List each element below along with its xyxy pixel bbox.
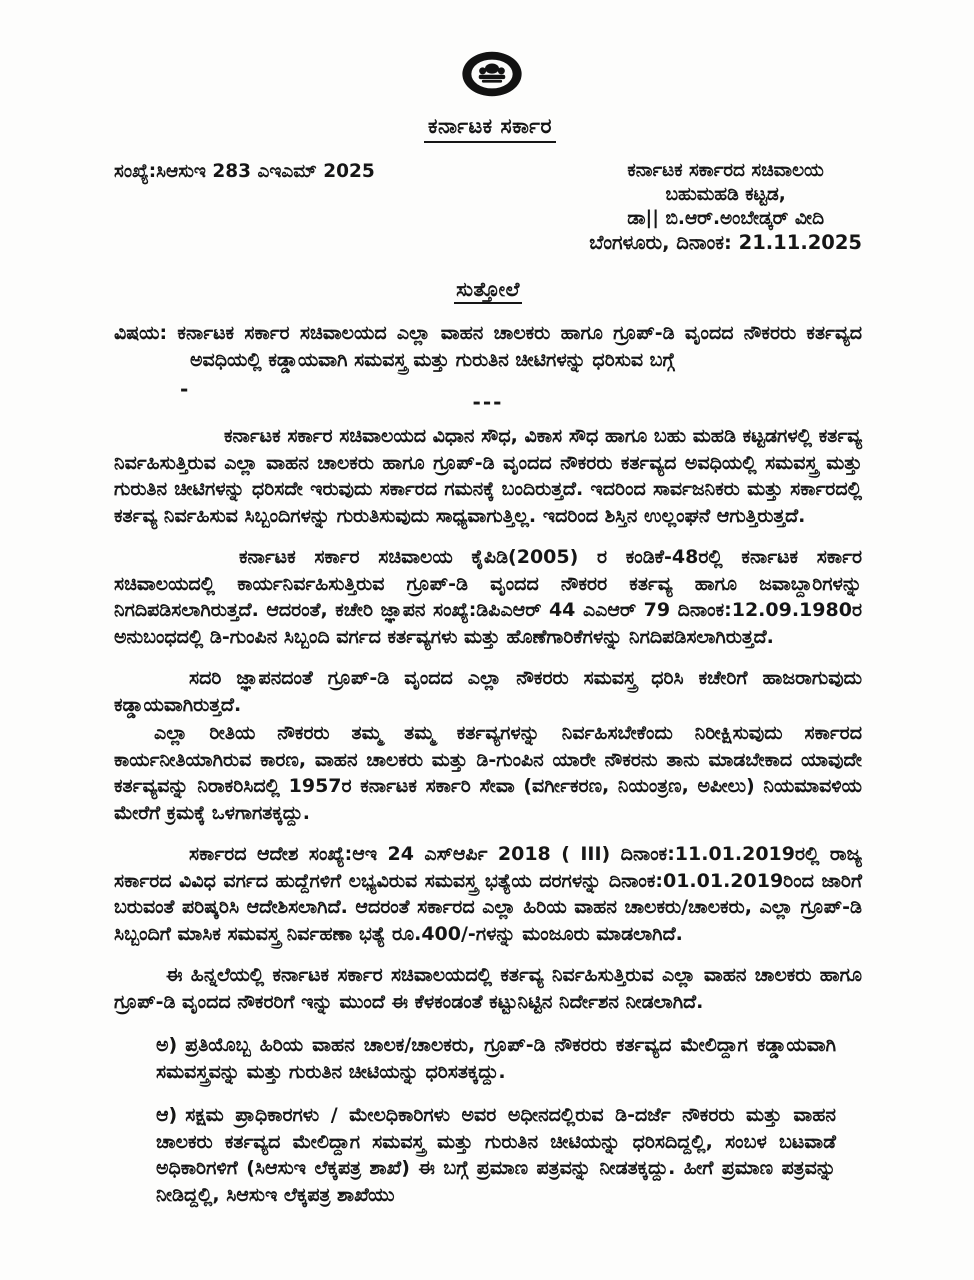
directive-text: ಪ್ರತಿಯೊಬ್ಬ ಹಿರಿಯ ವಾಹನ ಚಾಲಕ/ಚಾಲಕರು, ಗ್ರೂಪ್-ಡಿ ನೌಕರರು ಕರ್ತವ್ಯದ ಮೇಲಿದ್ದಾಗ ಕಡ್ಡಾಯವಾಗಿ ಸಮವಸ್ತ್ರವನ್ನು ಮತ್ತು ಗುರುತಿನ ಚೀಟಿಯನ್ನು ಧರಿಸತಕ್ಕದ್ದು. — [156, 1034, 836, 1083]
body-paragraph-5: ಸರ್ಕಾರದ ಆದೇಶ ಸಂಖ್ಯೆ:ಆಇ 24 ಎಸ್ಆರ್ಪಿ 2018 ( III) ದಿನಾಂಕ:11.01.2019ರಲ್ಲಿ ರಾಜ್ಯ ಸರ್ಕಾರದ ವಿವಿಧ ವರ್ಗದ ಹುದ್ದೆಗಳಿಗೆ ಲಭ್ಯವಿರುವ ಸಮವಸ್ತ್ರ ಭತ್ಯೆಯ ದರಗಳನ್ನು ದಿನಾಂಕ:01.01.2019ರಿಂದ ಜಾರಿಗೆ ಬರುವಂತೆ ಪರಿಷ್ಕರಿಸಿ ಆದೇಶಿಸಲಾಗಿದೆ. ಆದರಂತೆ ಸರ್ಕಾರದ ಎಲ್ಲಾ ಹಿರಿಯ ವಾಹನ ಚಾಲಕರು/ಚಾಲಕರು, ಎಲ್ಲಾ ಗ್ರೂಪ್-ಡಿ ಸಿಬ್ಬಂದಿಗೆ ಮಾಸಿಕ ಸಮವಸ್ತ್ರ ನಿರ್ವಹಣಾ ಭತ್ಯೆ ರೂ.400/-ಗಳನ್ನು ಮಂಜೂರು ಮಾಡಲಾಗಿದೆ. — [114, 843, 862, 945]
directive-item-a — [156, 1032, 836, 1085]
body-paragraph-1: ಕರ್ನಾಟಕ ಸರ್ಕಾರ ಸಚಿವಾಲಯದ ವಿಧಾನ ಸೌಧ, ವಿಕಾಸ ಸೌಧ ಹಾಗೂ ಬಹು ಮಹಡಿ ಕಟ್ಟಡಗಳಲ್ಲಿ ಕರ್ತವ್ಯ ನಿರ್ವಹಿಸುತ್ತಿರುವ ಎಲ್ಲಾ ವಾಹನ ಚಾಲಕರು ಹಾಗೂ ಗ್ರೂಪ್-ಡಿ ವೃಂದದ ನೌಕರರು ಕರ್ತವ್ಯದ ಅವಧಿಯಲ್ಲಿ ಸಮವಸ್ತ್ರ ಮತ್ತು ಗುರುತಿನ ಚೀಟಿಗಳನ್ನು ಧರಿಸದೇ ಇರುವುದು ಸರ್ಕಾರದ ಗಮನಕ್ಕೆ ಬಂದಿರುತ್ತದೆ. ಇದರಿಂದ ಸಾರ್ವಜನಿಕರು ಮತ್ತು ಸರ್ಕಾರದಲ್ಲಿ ಕರ್ತವ್ಯ ನಿರ್ವಹಿಸುವ ಸಿಬ್ಬಂದಿಗಳನ್ನು ಗುರುತಿಸುವುದು ಸಾಧ್ಯವಾಗುತ್ತಿಲ್ಲ. ಇದರಿಂದ ಶಿಸ್ತಿನ ಉಲ್ಲಂಘನೆ ಆಗುತ್ತಿರುತ್ತದೆ. — [114, 425, 862, 527]
body-paragraph-6: ಈ ಹಿನ್ನಲೆಯಲ್ಲಿ ಕರ್ನಾಟಕ ಸರ್ಕಾರ ಸಚಿವಾಲಯದಲ್ಲಿ ಕರ್ತವ್ಯ ನಿರ್ವಹಿಸುತ್ತಿರುವ ಎಲ್ಲಾ ವಾಹನ ಚಾಲಕರು ಹಾಗೂ ಗ್ರೂಪ್-ಡಿ ವೃಂದದ ನೌಕರರಿಗೆ ಇನ್ನು ಮುಂದೆ ಈ ಕೆಳಕಂಡಂತೆ ಕಟ್ಟುನಿಟ್ಟಿನ ನಿರ್ದೇಶನ ನೀಡಲಾಗಿದೆ. — [114, 964, 862, 1013]
address-line: ಕರ್ನಾಟಕ ಸರ್ಕಾರದ ಸಚಿವಾಲಯ — [627, 160, 824, 181]
doc-type-row — [114, 277, 862, 304]
emblem-container — [122, 44, 862, 108]
directive-marker: ಅ) — [156, 1034, 178, 1056]
document-type-heading: ಸುತ್ತೋಲೆ — [454, 277, 522, 304]
header-row — [114, 159, 862, 255]
secretariat-address-block — [589, 159, 862, 255]
directives-list — [156, 1032, 836, 1208]
subject-line: ವಿಷಯ: ಕರ್ನಾಟಕ ಸರ್ಕಾರ ಸಚಿವಾಲಯದ ಎಲ್ಲಾ ವಾಹನ ಚಾಲಕರು ಹಾಗೂ ಗ್ರೂಪ್-ಡಿ ವೃಂದದ ನೌಕರರು ಕರ್ತವ್ಯದ ಅವಧಿಯಲ್ಲಿ ಕಡ್ಡಾಯವಾಗಿ ಸಮವಸ್ತ್ರ ಮತ್ತು ಗುರುತಿನ ಚೀಟಿಗಳನ್ನು ಧರಿಸುವ ಬಗ್ಗೆ — [114, 322, 862, 371]
reference-number: ಸಂಖ್ಯೆ:ಸಿಆಸುಇ 283 ಎಇಎಮ್ 2025 — [114, 161, 375, 182]
directive-marker: ಆ) — [156, 1104, 178, 1126]
place-and-date-line: ಬೆಂಗಳೂರು, ದಿನಾಂಕ: 21.11.2025 — [589, 231, 862, 254]
body-paragraph-2: ಕರ್ನಾಟಕ ಸರ್ಕಾರ ಸಚಿವಾಲಯ ಕೈಪಿಡಿ(2005) ರ ಕಂಡಿಕೆ-48ರಲ್ಲಿ ಕರ್ನಾಟಕ ಸರ್ಕಾರ ಸಚಿವಾಲಯದಲ್ಲಿ ಕಾರ್ಯನಿರ್ವಹಿಸುತ್ತಿರುವ ಗ್ರೂಪ್-ಡಿ ವೃಂದದ ನೌಕರರ ಕರ್ತವ್ಯ ಹಾಗೂ ಜವಾಬ್ದಾರಿಗಳನ್ನು ನಿಗದಿಪಡಿಸಲಾಗಿರುತ್ತದೆ. ಆದರಂತೆ, ಕಚೇರಿ ಜ್ಞಾಪನ ಸಂಖ್ಯೆ:ಡಿಪಿಎಆರ್ 44 ಎಎಆರ್ 79 ದಿನಾಂಕ:12.09.1980ರ ಅನುಬಂಧದಲ್ಲಿ ಡಿ-ಗುಂಪಿನ ಸಿಬ್ಬಂದಿ ವರ್ಗದ ಕರ್ತವ್ಯಗಳು ಮತ್ತು ಹೊಣೆಗಾರಿಕೆಗಳನ್ನು ನಿಗದಿಪಡಿಸಲಾಗಿರುತ್ತದೆ. — [114, 546, 862, 648]
directive-item-aa — [156, 1102, 836, 1208]
org-title-row — [118, 114, 862, 143]
body-paragraph-4: ಎಲ್ಲಾ ರೀತಿಯ ನೌಕರರು ತಮ್ಮ ತಮ್ಮ ಕರ್ತವ್ಯಗಳನ್ನು ನಿರ್ವಹಿಸಬೇಕೆಂದು ನಿರೀಕ್ಷಿಸುವುದು ಸರ್ಕಾರದ ಕಾರ್ಯನೀತಿಯಾಗಿರುವ ಕಾರಣ, ವಾಹನ ಚಾಲಕರು ಮತ್ತು ಡಿ-ಗುಂಪಿನ ಯಾರೇ ನೌಕರನು ತಾನು ಮಾಡಬೇಕಾದ ಯಾವುದೇ ಕರ್ತವ್ಯವನ್ನು ನಿರಾಕರಿಸಿದಲ್ಲಿ 1957ರ ಕರ್ನಾಟಕ ಸರ್ಕಾರಿ ಸೇವಾ (ವರ್ಗೀಕರಣ, ನಿಯಂತ್ರಣ, ಅಪೀಲು) ನಿಯಮಾವಳಿಯ ಮೇರೆಗೆ ಕ್ರಮಕ್ಕೆ ಒಳಗಾಗತಕ್ಕದ್ದು. — [114, 722, 862, 824]
address-line: ಬಹುಮಹಡಿ ಕಟ್ಟಡ, — [665, 184, 786, 205]
karnataka-state-emblem-icon — [453, 44, 531, 104]
section-separator: --- — [472, 390, 504, 414]
government-title: ಕರ್ನಾಟಕ ಸರ್ಕಾರ — [424, 114, 556, 143]
margin-dash: - — [180, 377, 189, 401]
body-paragraph-3: ಸದರಿ ಜ್ಞಾಪನದಂತೆ ಗ್ರೂಪ್-ಡಿ ವೃಂದದ ಎಲ್ಲಾ ನೌಕರರು ಸಮವಸ್ತ್ರ ಧರಿಸಿ ಕಚೇರಿಗೆ ಹಾಜರಾಗುವುದು ಕಡ್ಡಾಯವಾಗಿರುತ್ತದೆ. — [114, 667, 862, 716]
directive-text: ಸಕ್ಷಮ ಪ್ರಾಧಿಕಾರಗಳು / ಮೇಲಧಿಕಾರಿಗಳು ಅವರ ಅಧೀನದಲ್ಲಿರುವ ಡಿ-ದರ್ಜೆ ನೌಕರರು ಮತ್ತು ವಾಹನ ಚಾಲಕರು ಕರ್ತವ್ಯದ ಮೇಲಿದ್ದಾಗ ಸಮವಸ್ತ್ರ ಮತ್ತು ಗುರುತಿನ ಚೀಟಿಯನ್ನು ಧರಿಸದಿದ್ದಲ್ಲಿ, ಸಂಬಳ ಬಟವಾಡೆ ಅಧಿಕಾರಿಗಳಿಗೆ (ಸಿಆಸುಇ ಲೆಕ್ಕಪತ್ರ ಶಾಖೆ) ಈ ಬಗ್ಗೆ ಪ್ರಮಾಣ ಪತ್ರವನ್ನು ನೀಡತಕ್ಕದ್ದು. ಹೀಗೆ ಪ್ರಮಾಣ ಪತ್ರವನ್ನು ನೀಡಿದ್ದಲ್ಲಿ, ಸಿಆಸುಇ ಲೆಕ್ಕಪತ್ರ ಶಾಖೆಯು — [156, 1104, 836, 1206]
address-line: ಡಾ|| ಬಿ.ಆರ್.ಅಂಬೇಡ್ಕರ್ ವೀದಿ — [627, 208, 825, 229]
